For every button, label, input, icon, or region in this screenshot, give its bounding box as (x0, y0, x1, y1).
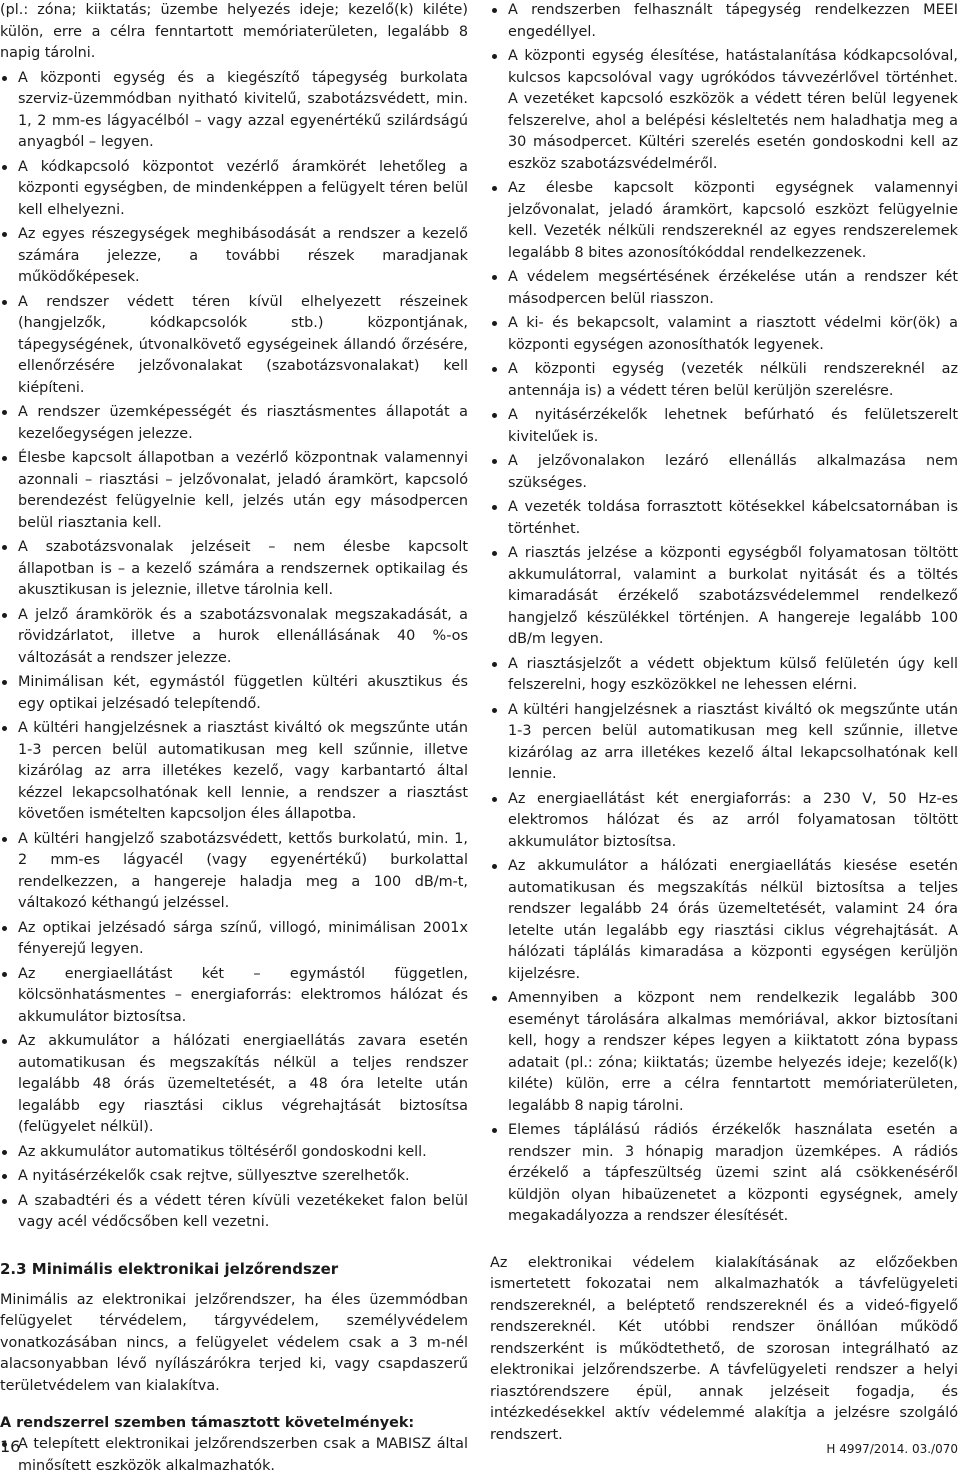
list-item: A nyitásérzékelők csak rejtve, süllyesztve szerelhetők. (0, 1166, 468, 1188)
bullet-icon (2, 726, 7, 731)
list-item: Az energiaellátást két energiaforrás: a 230 V, 50 Hz-es elektromos hálózat és az arról folyamatosan töltött akkumulátor biztosítsa. (490, 789, 958, 854)
list-item: A telepített elektronikai jelzőrendszerben csak a MABISZ által minősített eszközök alkalmazhatók. (0, 1434, 468, 1477)
list-item: A központi egység (vezeték nélküli rendszereknél az antennája is) a védett téren belül kerüljön szerelésre. (490, 359, 958, 402)
intro-paragraph: (pl.: zóna; kiiktatás; üzembe helyezés ideje; kezelő(k) kiléte) külön, erre a célra fenntartott memóriaterületen, legalább 8 napig tárolni. (0, 2, 468, 61)
bullet-icon (2, 837, 7, 842)
list-item: Élesbe kapcsolt állapotban a vezérlő központnak valamennyi azonnali – riasztási – jelzővonalat, jeladó áramkört, kapcsoló berendezést felügyelnie kell, jelzés után egy másodpercen belül riasztania kell. (0, 448, 468, 534)
list-item: A riasztás jelzése a központi egységből folyamatosan töltött akkumulátorral, valamint a burkolat nyitását és a töltés kimaradását érzékelő szabotázsvédelemmel rendelkező hangjelző készülékkel történjen. A hangereje legalább 100 dB/m legyen. (490, 543, 958, 651)
list-item: A riasztásjelzőt a védett objektum külső felületén úgy kell felszerelni, hogy eszközökkel ne lehessen elérni. (490, 654, 958, 697)
list-item: Az egyes részegységek meghibásodását a rendszer a kezelő számára jelezze, a további részek maradjanak működőképesek. (0, 224, 468, 289)
bullet-icon (492, 1128, 497, 1133)
list-item: Az akkumulátor automatikus töltéséről gondoskodni kell. (0, 1142, 468, 1164)
list-item: A kültéri hangjelző szabotázsvédett, kettős burkolatú, min. 1, 2 mm-es lágyacél (vagy egyenértékű) burkolattal rendelkezzen, a hangereje haladja meg a 100 dB/m-t, váltakozó kéthangú jelzéssel. (0, 829, 468, 915)
bullet-icon (492, 459, 497, 464)
list-item: A rendszerben felhasznált tápegység rendelkezzen MEEI engedéllyel. (490, 0, 958, 43)
bullet-icon (492, 275, 497, 280)
bullet-icon (492, 367, 497, 372)
bullet-icon (2, 456, 7, 461)
bullet-icon (2, 300, 7, 305)
list-item: A védelem megsértésének érzékelése után a rendszer két másodpercen belül riasszon. (490, 267, 958, 310)
list-item: A kültéri hangjelzésnek a riasztást kiváltó ok megszűnte után 1-3 percen belül automatikusan meg kell szűnnie, illetve kizárólag az arra illetékes kezelő, vagy karbantartó által kézzel lekapcsolhatónak kell lennie, a rendszer a riasztást követően ismételten kapcsoljon éles állapotba. (0, 718, 468, 826)
bullet-icon (2, 165, 7, 170)
list-item: Az akkumulátor a hálózati energiaellátás zavara esetén automatikusan és megszakítás nélkül a teljes rendszer legalább 48 órás üzemeltetését, a 48 óra letelte után legalább egy riasztási ciklus végrehajtását biztosítsa (felügyelet nélkül). (0, 1031, 468, 1139)
bullet-icon (492, 797, 497, 802)
bullet-icon (2, 613, 7, 618)
list-item: A vezeték toldása forrasztott kötésekkel kábelcsatornában is történhet. (490, 497, 958, 540)
list-item: Amennyiben a központ nem rendelkezik legalább 300 eseményt tárolására alkalmas memóriával, akkor biztosítani kell, hogy a rendszer képes legyen a kiiktatott zóna bypass adatait (pl.: zóna; kiiktatás; üzembe helyezés ideje; kezelő(k) kiléte) külön, erre a célra fenntartott memóriaterületen, legalább 8 napig tárolni. (490, 988, 958, 1117)
closing-paragraph: Az elektronikai védelem kialakításának az előzőekben ismertetett fokozatai nem alkalmazhatók a távfelügyeleti rendszereknél, a beléptető rendszereknél és a videó-figyelő rendszereknél. Két utóbbi rendszer önállóan működő rendszerként is működtethető, de szorosan integrálható az elektronikai jelzőrendszerbe. A távfelügyeleti rendszer a helyi riasztórendszere épül, annak jelzéseit fogadja, és intézkedésekkel aktív védelemmé alakítja a jelzésre szolgáló rendszert. (490, 1254, 958, 1443)
bullet-icon (492, 186, 497, 191)
requirements-heading: A rendszerrel szemben támasztott követelmények: (0, 1415, 415, 1431)
left-bullet-list-1 (0, 68, 468, 1234)
bullet-icon (492, 864, 497, 869)
list-item: A rendszer üzemképességét és riasztásmentes állapotát a kezelőegységen jelezze. (0, 402, 468, 445)
section-heading: 2.3 Minimális elektronikai jelzőrendszer (0, 1259, 339, 1278)
list-item: Az energiaellátást két – egymástól független, kölcsönhatásmentes – energiaforrás: elektromos hálózat és akkumulátor biztosítsa. (0, 964, 468, 1029)
bullet-icon (2, 1199, 7, 1204)
bullet-icon (492, 413, 497, 418)
bullet-icon (2, 1174, 7, 1179)
list-item: A kültéri hangjelzésnek a riasztást kiváltó ok megszűnte után 1-3 percen belül automatikusan meg kell szűnnie, illetve kizárólag az arra illetékes kezelő által lekapcsolhatónak kell lennie. (490, 700, 958, 786)
bullet-icon (2, 1039, 7, 1044)
list-item: A kódkapcsoló központot vezérlő áramkörét lehetőleg a központi egységben, de mindenképpen a felügyelt téren belül kell elhelyezni. (0, 157, 468, 222)
bullet-icon (2, 76, 7, 81)
bullet-icon (492, 996, 497, 1001)
list-item: A jelző áramkörök és a szabotázsvonalak megszakadását, a rövidzárlatot, illetve a hurok ellenállásának 40 %-os változását a rendszer jelezze. (0, 605, 468, 670)
list-item: Minimálisan két, egymástól független kültéri akusztikus és egy optikai jelzésadó telepítendő. (0, 672, 468, 715)
bullet-icon (492, 708, 497, 713)
list-item: A központi egység és a kiegészítő tápegység burkolata szerviz-üzemmódban nyitható kivitelű, szabotázsvédett, min. 1, 2 mm-es lágyacélból – vagy azzal egyenértékű szilárdságú anyagból – legyen. (0, 68, 468, 154)
left-bullet-list-2 (0, 1434, 468, 1477)
bullet-icon (2, 410, 7, 415)
bullet-icon (2, 972, 7, 977)
document-code: H 4997/2014. 03./070 (826, 1442, 958, 1456)
left-column (0, 0, 468, 1480)
bullet-icon (492, 551, 497, 556)
list-item: A ki- és bekapcsolt, valamint a riasztott védelmi kör(ök) a központi egységen azonosíthatók legyenek. (490, 313, 958, 356)
list-item: A központi egység élesítése, hatástalanítása kódkapcsolóval, kulcsos kapcsolóval vagy ugrókódos távvezérlővel történhet. A vezetéket kapcsoló eszközök a védett téren belül legyenek felszerelve, ahol a belépési késleltetés nem haladhatja meg a 30 másodpercet. Kültéri szerelés esetén gondoskodni kell az eszköz szabotázsvédelméről. (490, 46, 958, 175)
right-column (490, 0, 958, 1446)
bullet-icon (2, 680, 7, 685)
list-item: A nyitásérzékelők lehetnek befúrható és felületszerelt kivitelűek is. (490, 405, 958, 448)
list-item: A jelzővonalakon lezáró ellenállás alkalmazása nem szükséges. (490, 451, 958, 494)
bullet-icon (2, 1150, 7, 1155)
list-item: Az élesbe kapcsolt központi egységnek valamennyi jelzővonalat, jeladó áramkört, kapcsoló eszközt felügyelnie kell. Vezeték nélküli rendszereknél az egyes rendszerelemek legalább 8 bites azonosítókóddal rendelkezzenek. (490, 178, 958, 264)
bullet-icon (2, 232, 7, 237)
bullet-icon (2, 545, 7, 550)
list-item: Elemes táplálású rádiós érzékelők használata esetén a rendszer min. 3 hónapig maradjon üzemképes. A rádiós érzékelő a tápfeszültség üzemi szint alá csökkenéséről küldjön olyan hibaüzenetet a központi egységnek, amely megakadályozza a rendszer élesítését. (490, 1120, 958, 1228)
list-item: A szabotázsvonalak jelzéseit – nem élesbe kapcsolt állapotban is – a kezelő számára a rendszernek optikailag és akusztikusan is jeleznie, illetve tárolnia kell. (0, 537, 468, 602)
list-item: Az optikai jelzésadó sárga színű, villogó, minimálisan 2001x fényerejű legyen. (0, 918, 468, 961)
section-paragraph: Minimális az elektronikai jelzőrendszer, ha éles üzemmódban felügyelet térvédelem, tárgyvédelem, személyvédelem vonatkozásában nincs, a felügyelet védelem csak a 3 m-nél alacsonyabban lévő nyílászárókra terjed ki, vagy csapdaszerű területvédelem van kialakítva. (0, 1291, 468, 1394)
bullet-icon (492, 8, 497, 13)
bullet-icon (492, 321, 497, 326)
list-item: A rendszer védett téren kívül elhelyezett részeinek (hangjelzők, kódkapcsolók stb.) központjának, tápegységének, útvonalkövető egységeinek állandó őrzésére, ellenőrzésére jelzővonalakat (szabotázsvonalakat) kell kiépíteni. (0, 292, 468, 400)
bullet-icon (492, 662, 497, 667)
page-number: 16 (0, 1437, 21, 1456)
list-item: A szabadtéri és a védett téren kívüli vezetékeket falon belül vagy acél védőcsőben kell vezetni. (0, 1191, 468, 1234)
list-item: Az akkumulátor a hálózati energiaellátás kiesése esetén automatikusan és megszakítás nélkül biztosítsa a teljes rendszer legalább 24 órás üzemeltetését, valamint 24 óra letelte után legalább egy riasztási ciklus végrehajtását. A hálózati táplálás kimaradása a központi egységen kerüljön kijelzésre. (490, 856, 958, 985)
right-bullet-list (490, 0, 958, 1228)
bullet-icon (2, 926, 7, 931)
bullet-icon (492, 505, 497, 510)
bullet-icon (492, 54, 497, 59)
